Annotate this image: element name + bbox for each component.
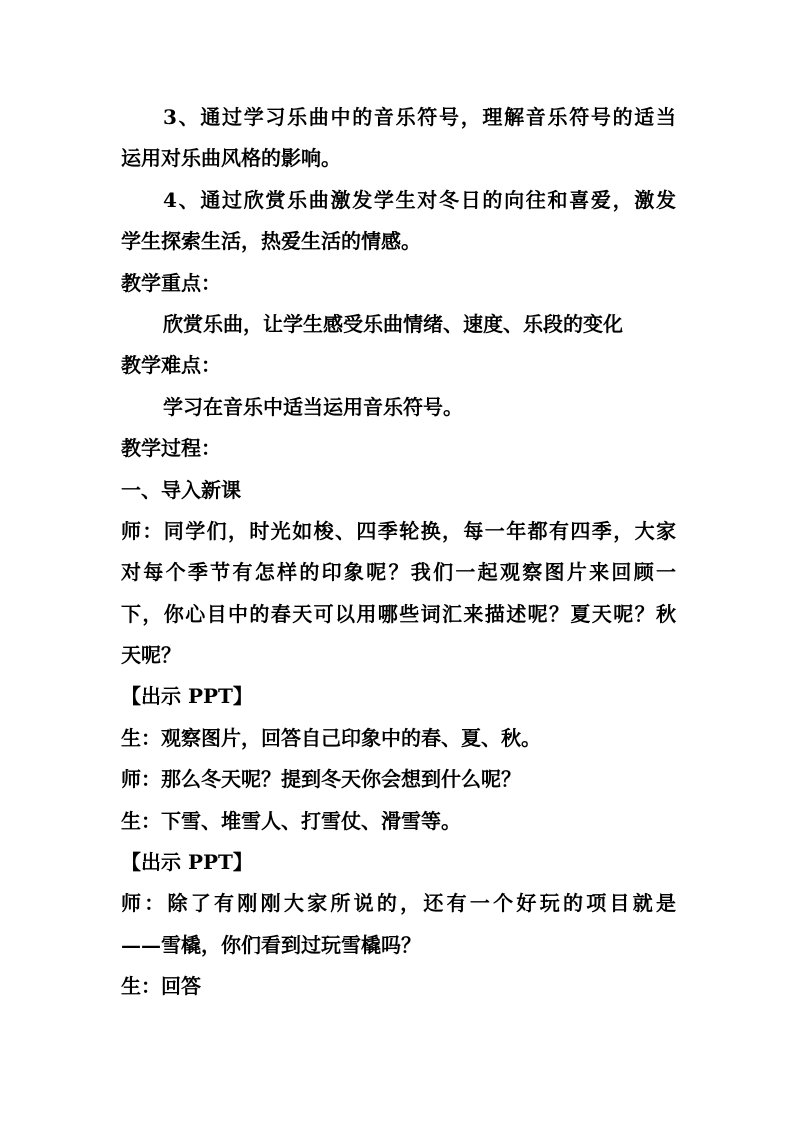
teacher-line-5: 师：那么冬天呢？提到冬天你会想到什么呢？ (121, 767, 521, 792)
objective-3-line-2: 运用对乐曲风格的影响。 (121, 146, 341, 171)
objective-4-line-2: 学生探索生活，热爱生活的情感。 (121, 229, 421, 254)
key-points-text: 欣赏乐曲，让学生感受乐曲情绪、速度、乐段的变化 (163, 311, 623, 336)
student-line-1: 生：观察图片，回答自己印象中的春、夏、秋。 (121, 725, 541, 750)
objective-3-line-1: 3、通过学习乐曲中的音乐符号，理解音乐符号的适当 (163, 105, 676, 129)
difficult-points-text: 学习在音乐中适当运用音乐符号。 (163, 394, 463, 419)
student-line-3: 生：回答 (121, 974, 201, 999)
teacher-line-6: 师：除了有刚刚大家所说的，还有一个好玩的项目就是 (121, 891, 676, 916)
show-ppt-note-2: 【出示 PPT】 (121, 850, 253, 875)
teacher-line-3: 下，你心目中的春天可以用哪些词汇来描述呢？夏天呢？秋 (121, 601, 676, 626)
objective-4-line-1: 4、通过欣赏乐曲激发学生对冬日的向往和喜爱，激发 (163, 187, 676, 212)
teacher-line-7: ——雪橇，你们看到过玩雪橇吗？ (121, 932, 421, 957)
document-body (121, 97, 676, 1008)
teaching-process-heading: 教学过程： (121, 436, 221, 461)
teacher-line-1: 师：同学们，时光如梭、四季轮换，每一年都有四季，大家 (121, 518, 676, 543)
teacher-line-2: 对每个季节有怎样的印象呢？我们一起观察图片来回顾一 (121, 560, 676, 585)
show-ppt-note-1: 【出示 PPT】 (121, 684, 253, 709)
section-1-heading: 一、导入新课 (121, 477, 241, 502)
difficult-points-heading: 教学难点： (121, 353, 221, 378)
student-line-2: 生：下雪、堆雪人、打雪仗、滑雪等。 (121, 808, 461, 833)
teacher-line-4: 天呢？ (121, 643, 181, 668)
key-points-heading: 教学重点： (121, 270, 221, 295)
